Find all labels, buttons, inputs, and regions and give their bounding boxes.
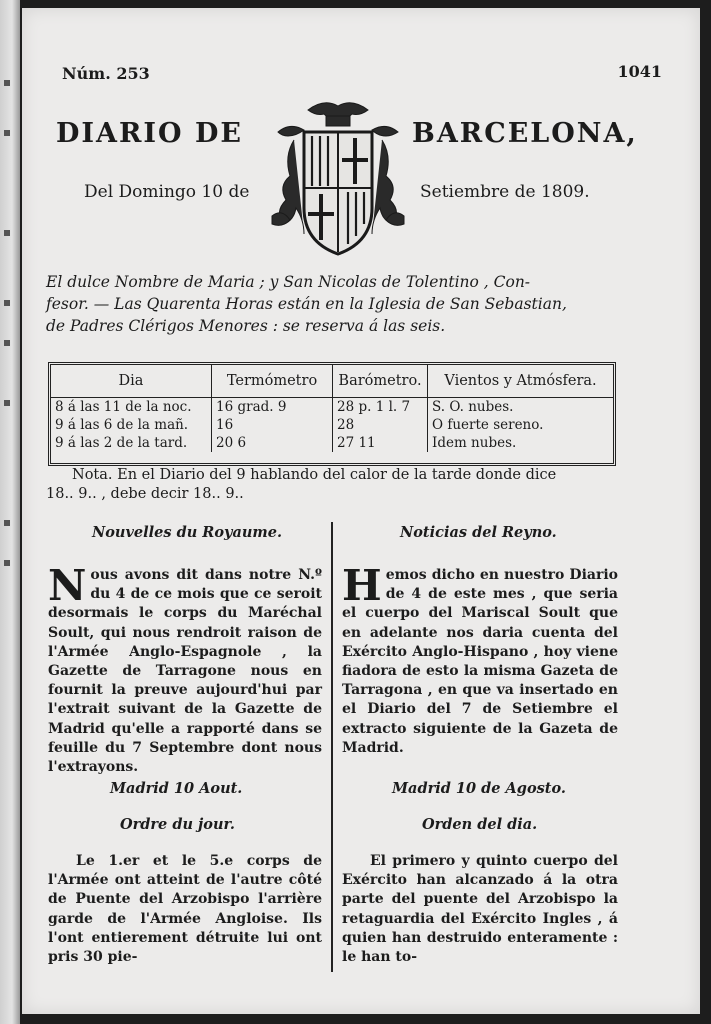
- saints-line-1: El dulce Nombre de Maria ; y San Nicolas de Tolentino , Con-: [46, 273, 531, 291]
- cell-bar: 28 p. 1 l. 7: [333, 398, 428, 417]
- date-left: Del Domingo 10 de: [84, 182, 250, 202]
- masthead-title-left: DIARIO DE: [56, 118, 243, 149]
- table-row: [51, 416, 613, 434]
- left-dropcap: N: [48, 561, 87, 610]
- cell-temp: 20 6: [212, 434, 333, 452]
- header-vientos: Vientos y Atmósfera.: [428, 365, 614, 398]
- right-order-title: Orden del dia.: [422, 816, 538, 833]
- note-line-1: Nota. En el Diario del 9 hablando del calor de la tarde donde dice: [72, 467, 557, 483]
- cell-dia: 8 á las 11 de la noc.: [51, 398, 212, 417]
- right-paragraph-1-text: emos dicho en nuestro Diario de 4 de este mes , que seria el cuerpo del Mariscal Soult que en adelante nos daria cuenta del Exército Anglo-Hispano , hoy viene fiadora de esto la misma Gazeta de Tarragona , en que va insertado en el Diario del 7 de Setiembre el extracto siguiente de la Gazeta de Madrid.: [342, 567, 618, 756]
- header-termometro: Termómetro: [212, 365, 333, 398]
- binding-edge: [0, 0, 20, 1024]
- date-right: Setiembre de 1809.: [420, 182, 590, 202]
- column-divider: [331, 522, 333, 972]
- cell-temp: 16: [212, 416, 333, 434]
- left-order-title: Ordre du jour.: [120, 816, 235, 833]
- cell-temp: 16 grad. 9: [212, 398, 333, 417]
- saints-line-2: fesor. — Las Quarenta Horas están en la Iglesia de San Sebastian,: [46, 295, 567, 313]
- masthead-title-right: BARCELONA,: [412, 118, 638, 149]
- saints-line-3: de Padres Clérigos Menores : se reserva á las seis.: [46, 317, 446, 335]
- issue-number: Núm. 253: [62, 64, 150, 83]
- cell-viento: O fuerte sereno.: [432, 417, 544, 433]
- header-barometro: Barómetro.: [333, 365, 428, 398]
- left-paragraph-1: [48, 561, 322, 777]
- cell-bar: 28: [333, 416, 428, 434]
- cell-bar: 27 11: [333, 434, 428, 452]
- weather-table: [48, 362, 616, 466]
- left-paragraph-2: Le 1.er et le 5.e corps de l'Armée ont atteint de l'autre côté de Puente del Arzobispo l'arrière garde de l'Armée Angloise. Ils l'ont entierement détruite lui ont pris 30 pie-: [48, 853, 322, 966]
- table-row: [51, 434, 613, 452]
- cell-viento: S. O. nubes.: [432, 399, 514, 415]
- newspaper-page: [22, 8, 700, 1014]
- right-column-title: Noticias del Reyno.: [400, 524, 557, 541]
- header-dia: Dia: [51, 365, 212, 398]
- cell-dia: 9 á las 2 de la tard.: [51, 434, 212, 452]
- right-paragraph-2: El primero y quinto cuerpo del Exército han alcanzado á la otra parte del puente del Arzobispo la retaguardia del Exército Ingles , á quien han destruido enteramente : le han to-: [342, 853, 618, 966]
- left-column-title: Nouvelles du Royaume.: [92, 524, 283, 541]
- note-line-2: 18.. 9.. , debe decir 18.. 9..: [46, 486, 244, 502]
- right-dateline: Madrid 10 de Agosto.: [392, 780, 566, 797]
- left-dateline: Madrid 10 Aout.: [110, 780, 243, 797]
- page-number: 1041: [617, 62, 662, 81]
- cell-viento: Idem nubes.: [432, 435, 517, 451]
- left-paragraph-1-text: ous avons dit dans notre N.º du 4 de ce mois que ce seroit desormais le corps du Maréchal Soult, qui nous rendroit raison de l'Armée Anglo-Espagnole , la Gazette de Tarragone nous en fournit la preuve aujourd'hui par l'extrait suivant de la Gazette de Madrid qu'elle a rapporté dans se feuille du 7 Septembre dont nous l'extrayons.: [48, 567, 322, 776]
- cell-dia: 9 á las 6 de la mañ.: [51, 416, 212, 434]
- table-row: [51, 398, 613, 417]
- barcelona-crest-icon: [264, 96, 412, 264]
- right-dropcap: H: [342, 561, 382, 610]
- right-paragraph-1: [342, 561, 618, 758]
- weather-table-header: [51, 365, 613, 398]
